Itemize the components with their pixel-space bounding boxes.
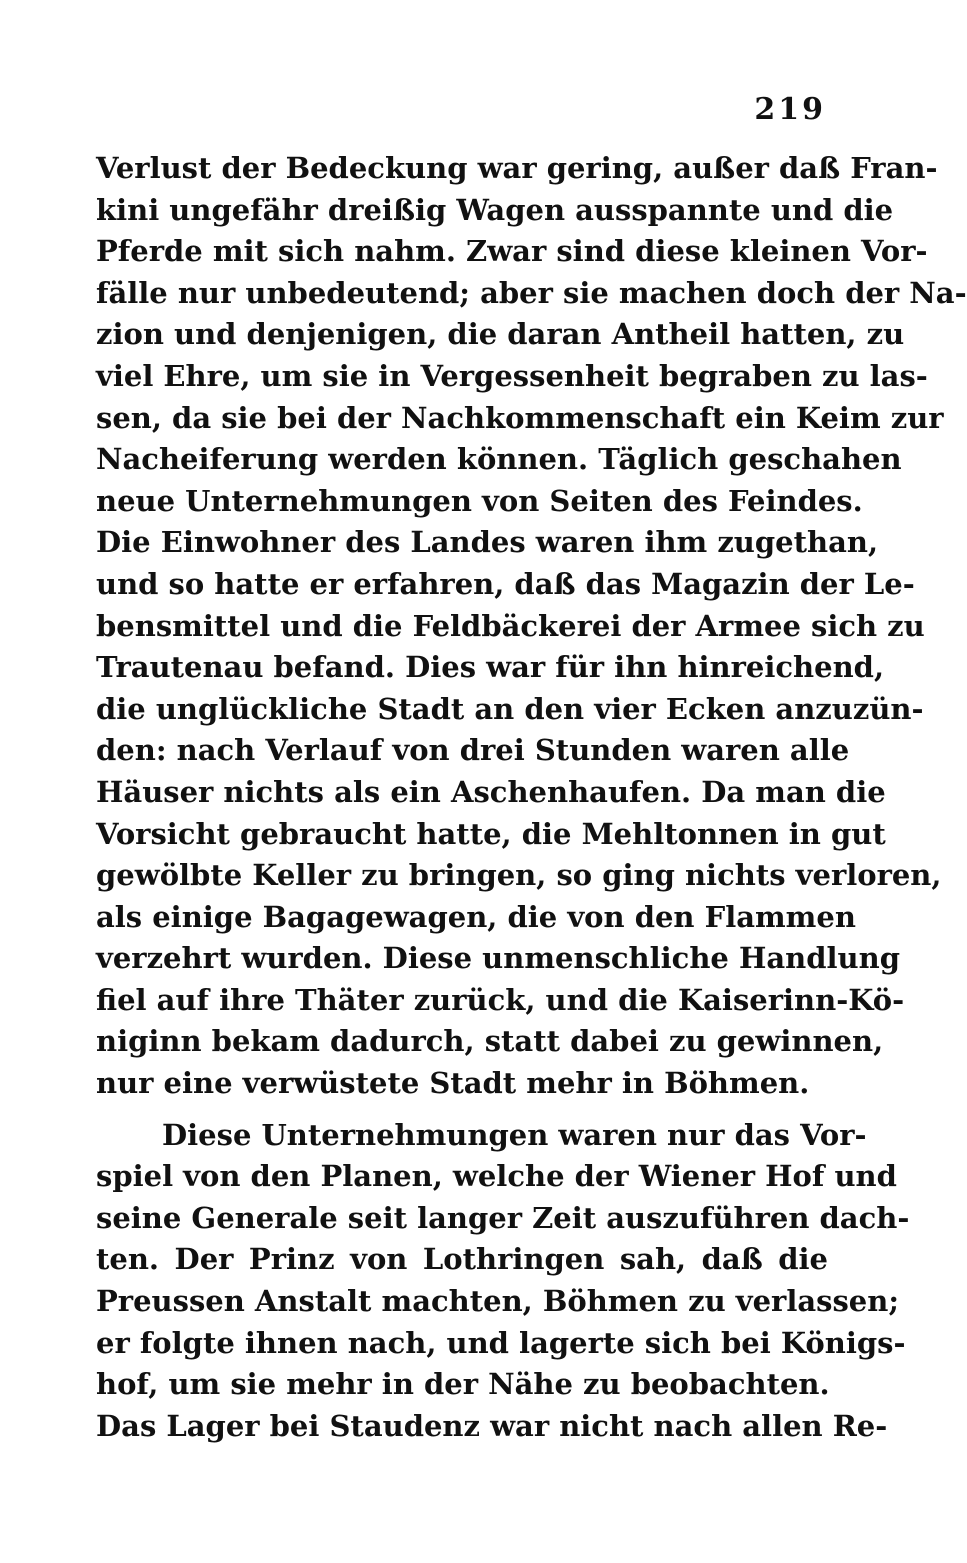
- text-line: Das Lager bei Staudenz war nicht nach allen Re-: [96, 1408, 888, 1443]
- text-line: Verlust der Bedeckung war gering, außer daß Fran-: [96, 151, 938, 185]
- text-line: er folgte ihnen nach, und lagerte sich bei Königs-: [96, 1325, 906, 1360]
- text-line: neue Unternehmungen von Seiten des Feindes.: [96, 483, 863, 518]
- text-line: niginn bekam dadurch, statt dabei zu gewinnen,: [96, 1024, 884, 1059]
- text-line: spiel von den Planen, welche der Wiener Hof und: [96, 1159, 897, 1194]
- text-line: den: nach Verlauf von drei Stunden waren alle: [96, 733, 850, 768]
- text-line: Preussen Anstalt machten, Böhmen zu verlassen;: [96, 1284, 900, 1319]
- text-line: als einige Bagagewagen, die von den Flammen: [96, 899, 856, 934]
- text-line: fiel auf ihre Thäter zurück, und die Kaiserinn-Kö-: [96, 982, 905, 1017]
- text-line: fälle nur unbedeutend; aber sie machen doch der Na-: [96, 275, 967, 310]
- text-line: bensmittel und die Feldbäckerei der Armee sich zu: [96, 608, 925, 643]
- text-line: zion und denjenigen, die daran Antheil hatten, zu: [96, 317, 905, 352]
- body-text: [96, 148, 967, 1447]
- text-line: kini ungefähr dreißig Wagen ausspannte und die: [96, 192, 894, 227]
- text-line: sen, da sie bei der Nachkommenschaft ein Keim zur: [96, 400, 944, 435]
- text-line: Nacheiferung werden können. Täglich geschahen: [96, 442, 902, 477]
- text-line: Vorsicht gebraucht hatte, die Mehltonnen in gut: [96, 816, 886, 851]
- text-line: und so hatte er erfahren, daß das Magazin der Le-: [96, 566, 915, 601]
- text-line: Häuser nichts als ein Aschenhaufen. Da man die: [96, 774, 886, 809]
- text-line: hof, um sie mehr in der Nähe zu beobachten.: [96, 1367, 830, 1402]
- text-line: Trautenau befand. Dies war für ihn hinreichend,: [96, 650, 885, 685]
- text-line: nur eine verwüstete Stadt mehr in Böhmen.: [96, 1066, 810, 1101]
- text-line: Die Einwohner des Landes waren ihm zugethan,: [96, 525, 879, 560]
- text-line: Pferde mit sich nahm. Zwar sind diese kleinen Vor-: [96, 234, 928, 269]
- text-line: gewölbte Keller zu bringen, so ging nichts verloren,: [96, 858, 942, 893]
- text-line: die unglückliche Stadt an den vier Ecken anzuzün-: [96, 691, 924, 726]
- paragraph-2: [96, 1115, 910, 1448]
- paragraph-gap: [96, 1105, 828, 1115]
- page-number: 219: [754, 92, 826, 127]
- text-line: seine Generale seit langer Zeit auszuführen dach-: [96, 1200, 910, 1235]
- text-line: verzehrt wurden. Diese unmenschliche Handlung: [96, 941, 900, 976]
- text-line: viel Ehre, um sie in Vergessenheit begraben zu las-: [96, 358, 928, 393]
- text-line: ten. Der Prinz von Lothringen sah, daß die: [96, 1242, 828, 1277]
- paragraph-1: [96, 148, 967, 1105]
- text-line: Diese Unternehmungen waren nur das Vor-: [162, 1117, 867, 1152]
